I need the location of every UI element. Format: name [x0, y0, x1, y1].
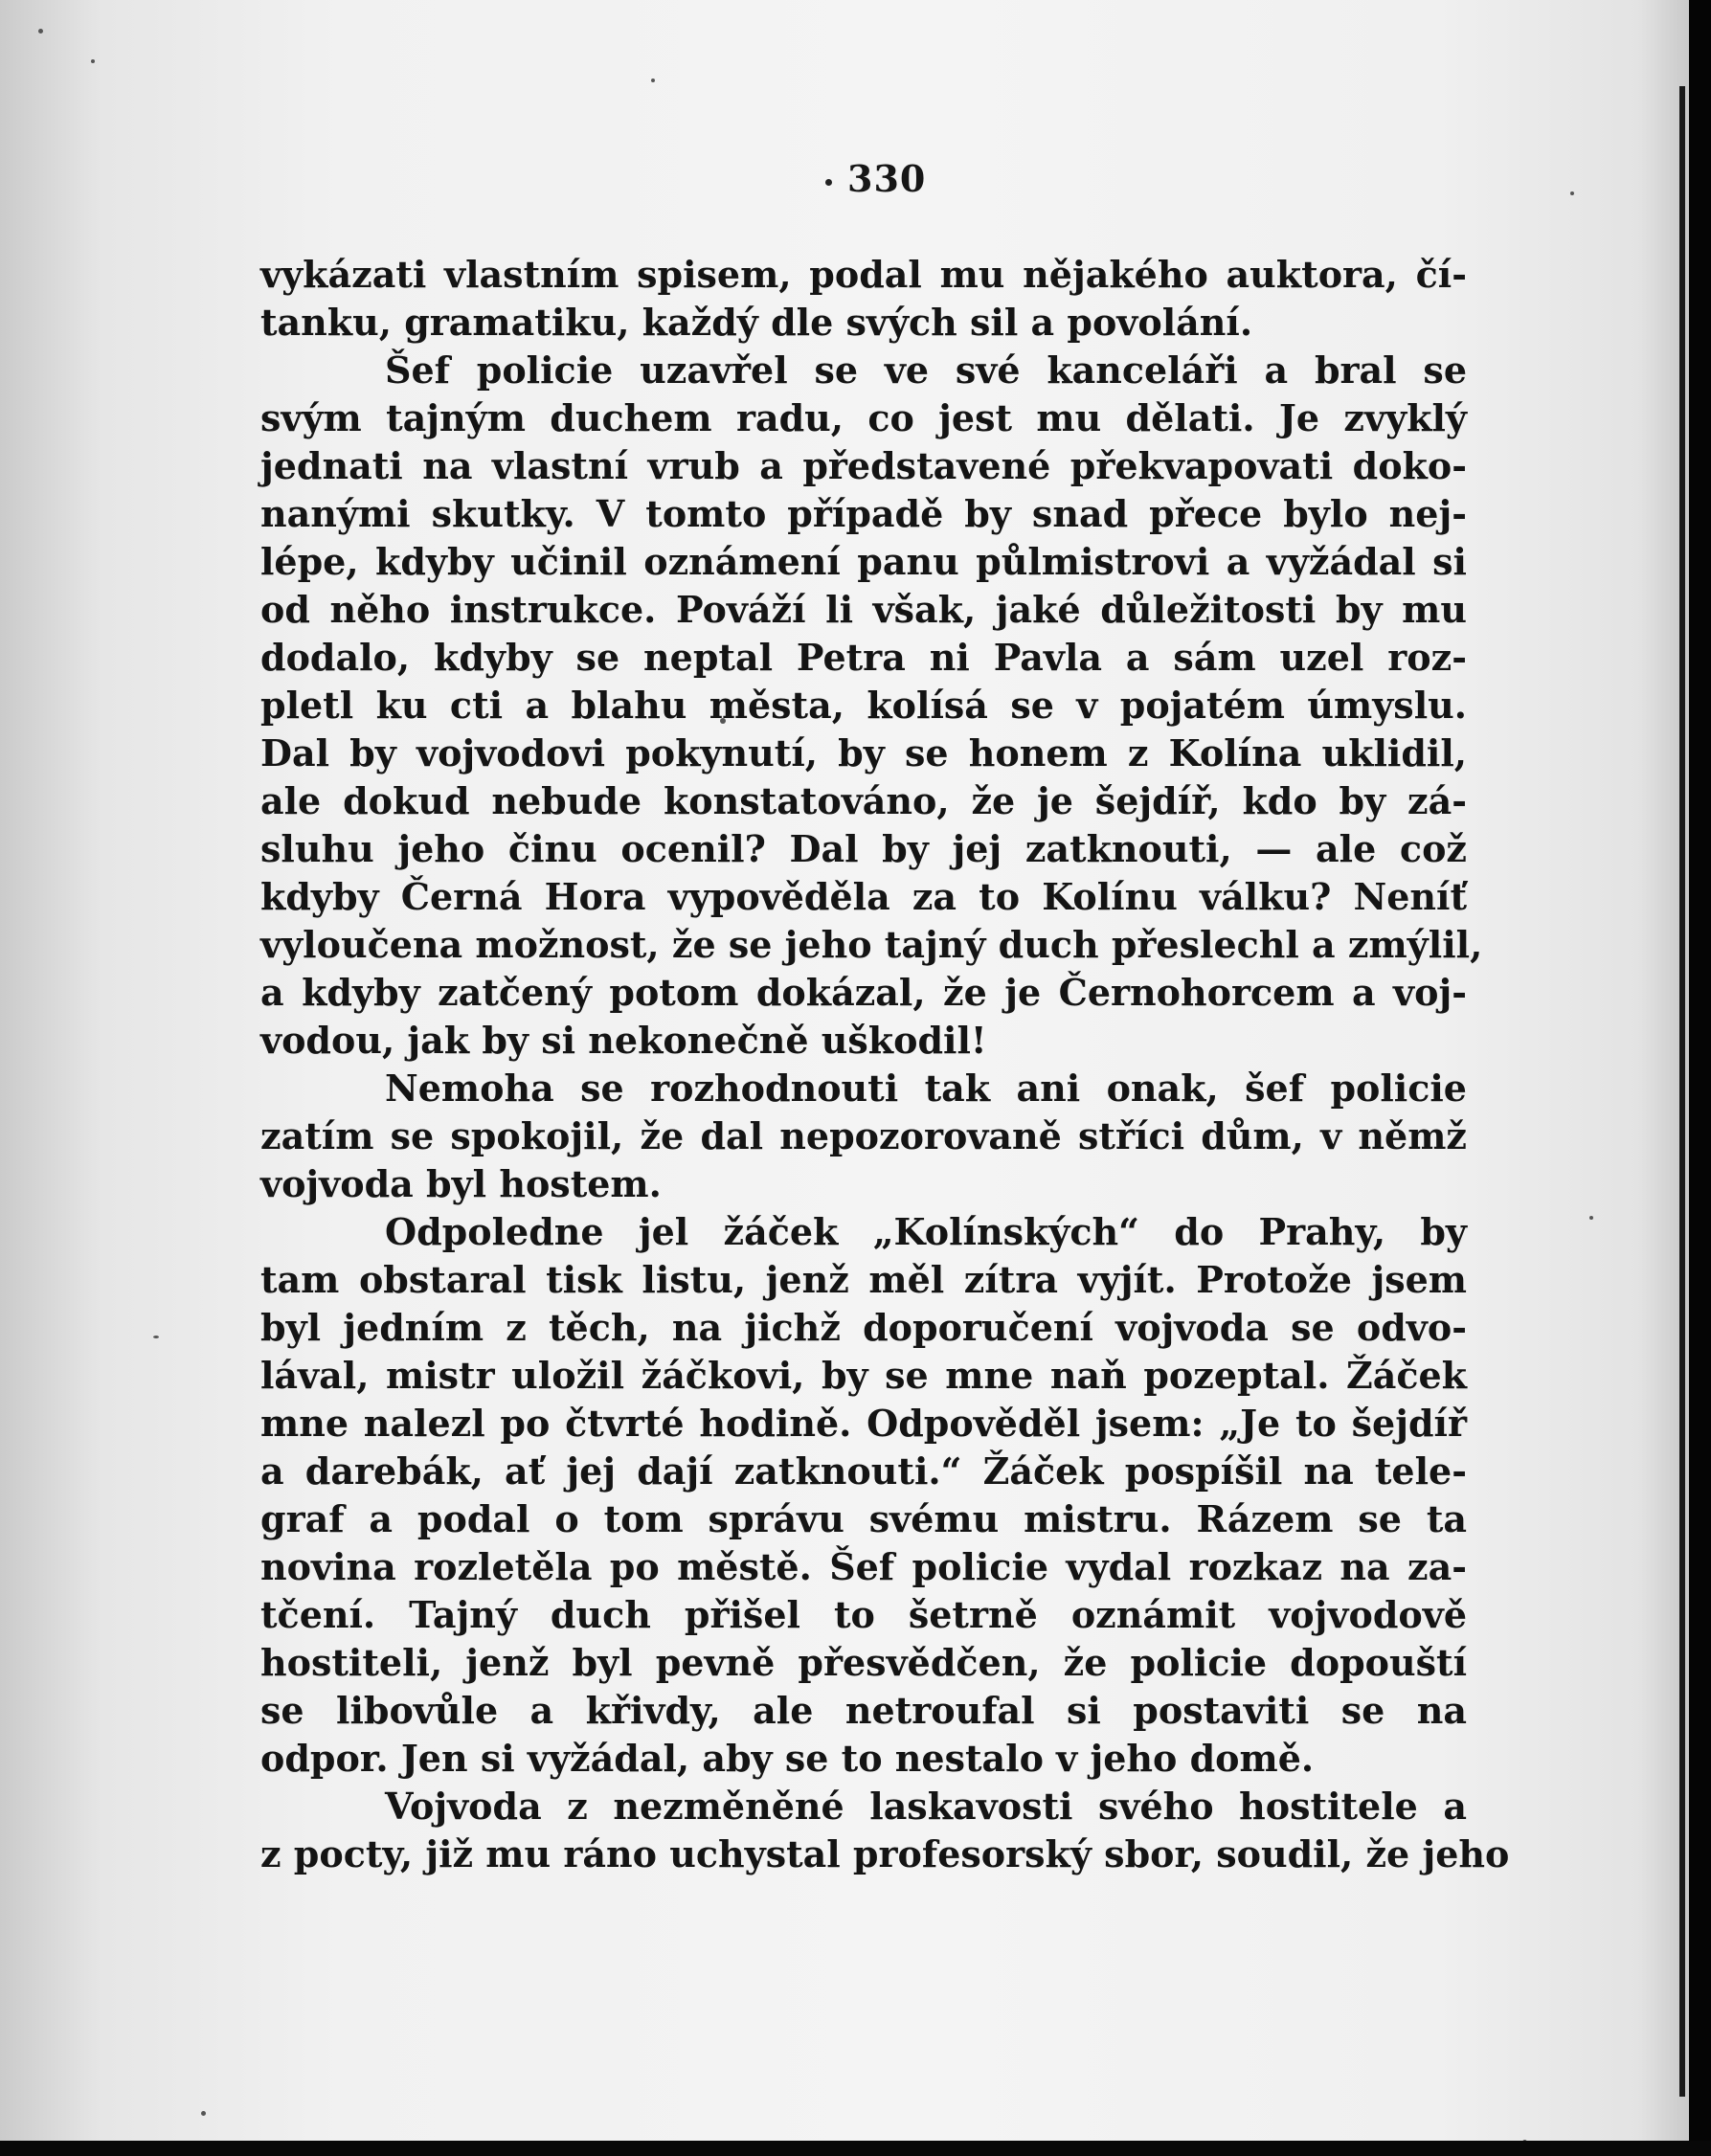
text-line: zatím se spokojil, že dal nepozorovaně stříci dům, v němž [260, 1114, 1467, 1157]
text-line: svým tajným duchem radu, co jest mu dělati. Je zvyklý [260, 396, 1467, 439]
text-line: ale dokud nebude konstatováno, že je šejdíř, kdo by zá- [260, 779, 1467, 822]
text-line: hostiteli, jenž byl pevně přesvědčen, že policie dopouští [260, 1641, 1467, 1684]
binding-rule [1679, 86, 1685, 2097]
text-line: graf a podal o tom správu svému mistru. Rázem se ta [260, 1497, 1467, 1540]
print-speck [201, 2111, 206, 2116]
text-line: novina rozletěla po městě. Šef policie vydal rozkaz na za- [260, 1545, 1467, 1588]
text-line: lával, mistr uložil žáčkovi, by se mne naň pozeptal. Žáček [260, 1354, 1467, 1397]
text-line: pletl ku cti a blahu města, kolísá se v pojatém úmyslu. [260, 684, 1467, 727]
scan-border-bottom [0, 2141, 1711, 2156]
text-line: Vojvoda z nezměněné laskavosti svého hostitele a [385, 1785, 1467, 1828]
text-line: sluhu jeho činu ocenil? Dal by jej zatknouti, — ale což [260, 827, 1467, 870]
text-line: nanými skutky. V tomto případě by snad přece bylo nej- [260, 492, 1467, 535]
text-line: vyloučena možnost, že se jeho tajný duch přeslechl a zmýlil, [260, 923, 1483, 966]
text-line: mne nalezl po čtvrté hodině. Odpověděl jsem: „Je to šejdíř [260, 1402, 1467, 1445]
text-line: se libovůle a křivdy, ale netroufal si postaviti se na [260, 1689, 1467, 1732]
print-speck [38, 29, 43, 34]
text-line: a kdyby zatčený potom dokázal, že je Černohorcem a voj- [260, 971, 1467, 1014]
text-line: a darebák, ať jej dají zatknouti.“ Žáček pospíšil na tele- [260, 1449, 1467, 1493]
printed-dot [825, 179, 832, 186]
print-speck [1589, 1216, 1593, 1220]
print-speck [153, 1336, 159, 1338]
print-speck [1570, 191, 1574, 195]
text-line: tam obstaral tisk listu, jenž měl zítra vyjít. Protože jsem [260, 1258, 1467, 1301]
text-line: z pocty, již mu ráno uchystal profesorský sbor, soudil, že jeho [260, 1832, 1510, 1875]
text-line: vykázati vlastním spisem, podal mu nějakého auktora, čí- [260, 253, 1467, 296]
text-line: lépe, kdyby učinil oznámení panu půlmistrovi a vyžádal si [260, 540, 1467, 583]
text-line: tanku, gramatiku, každý dle svých sil a povolání. [260, 301, 1253, 344]
text-line: Dal by vojvodovi pokynutí, by se honem z Kolína uklidil, [260, 731, 1467, 775]
print-speck [651, 79, 655, 82]
page-number-text: 330 [847, 157, 927, 200]
print-speck [91, 59, 95, 63]
text-line: jednati na vlastní vrub a představené překvapovati doko- [260, 444, 1467, 487]
text-line: odpor. Jen si vyžádal, aby se to nestalo v jeho domě. [260, 1737, 1315, 1780]
text-line: Odpoledne jel žáček „Kolínských“ do Prahy, by [385, 1210, 1467, 1253]
text-line: dodalo, kdyby se neptal Petra ni Pavla a sám uzel roz- [260, 636, 1467, 679]
page-number [825, 157, 926, 200]
text-line: kdyby Černá Hora vypověděla za to Kolínu válku? Neníť [260, 875, 1467, 918]
text-line: vojvoda byl hostem. [260, 1162, 662, 1205]
scan-border-right [1689, 0, 1711, 2156]
text-line: byl jedním z těch, na jichž doporučení vojvoda se odvo- [260, 1306, 1467, 1349]
text-line: od něho instrukce. Pováží li však, jaké důležitosti by mu [260, 588, 1467, 631]
text-line: vodou, jak by si nekonečně uškodil! [260, 1019, 987, 1062]
text-line: Nemoha se rozhodnouti tak ani onak, šef policie [385, 1067, 1467, 1110]
text-line: Šef policie uzavřel se ve své kanceláři a bral se [385, 348, 1467, 392]
text-line: tčení. Tajný duch přišel to šetrně oznámit vojvodově [260, 1593, 1467, 1636]
body-text [260, 251, 1510, 1878]
